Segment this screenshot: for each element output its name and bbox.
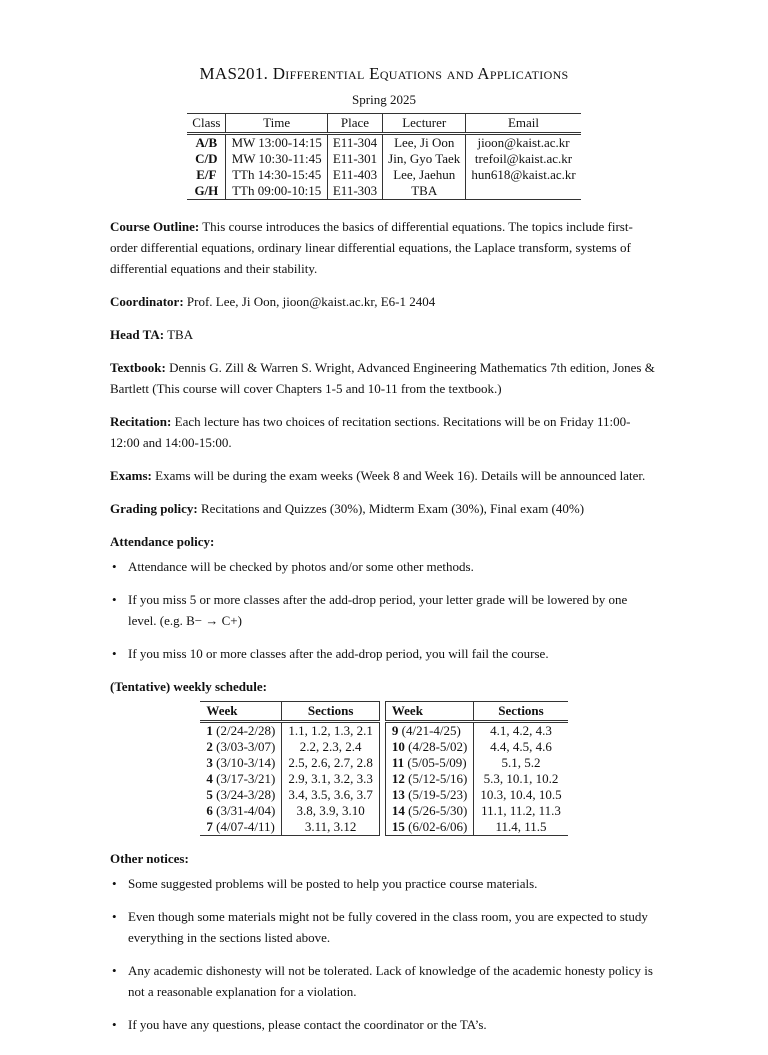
list-item: • If you miss 5 or more classes after the add-drop period, your letter grade will be lowered by one level. (e.g. B− → C+) (128, 589, 658, 631)
week-number: 15 (391, 819, 405, 834)
week-cell (200, 755, 281, 771)
label: (Tentative) weekly schedule: (110, 679, 267, 694)
exams (110, 465, 658, 486)
list-item: • If you miss 10 or more classes after the add-drop period, you will fail the course. (128, 643, 658, 664)
coordinator-text: Prof. Lee, Ji Oon, jioon@kaist.ac.kr, E6-1 2404 (186, 294, 436, 309)
label: Head TA: (110, 327, 165, 342)
week-dates: (5/05-5/09) (407, 755, 467, 770)
textbook-text: Dennis G. Zill & Warren S. Wright, Advanced Engineering Mathematics 7th edition, Jones & Bartlett (This course will cover Chapters 1-5 and 10-11 from the textbook.) (110, 360, 655, 396)
table-cell: G/H (187, 183, 226, 200)
recitation (110, 411, 658, 453)
head-ta (110, 324, 658, 345)
week-dates: (3/17-3/21) (216, 771, 276, 786)
grading-text: Recitations and Quizzes (30%), Midterm Exam (30%), Final exam (40%) (201, 501, 585, 516)
table-cell: MW 10:30-11:45 (226, 151, 327, 167)
label: Course Outline: (110, 219, 200, 234)
table-row (385, 771, 567, 787)
table-row (187, 183, 580, 200)
table-cell: TTh 09:00-10:15 (226, 183, 327, 200)
label: Coordinator: (110, 294, 184, 309)
grading-policy (110, 498, 658, 519)
week-cell (200, 739, 281, 755)
table-cell: E11-303 (327, 183, 382, 200)
list-item: • If you have any questions, please contact the coordinator or the TA’s. (128, 1014, 658, 1035)
sections-cell: 2.9, 3.1, 3.2, 3.3 (282, 771, 380, 787)
week-dates: (3/31-4/04) (216, 803, 276, 818)
schedule-tables (110, 701, 658, 836)
week-dates: (5/19-5/23) (408, 787, 468, 802)
course-title: MAS201. Differential Equations and Applications (199, 64, 569, 83)
label: Textbook: (110, 360, 166, 375)
column-header: Place (327, 114, 382, 134)
schedule-table-right (385, 701, 568, 836)
notices-list (110, 873, 658, 1035)
table-cell: E11-304 (327, 134, 382, 152)
sections-cell: 3.4, 3.5, 3.6, 3.7 (282, 787, 380, 803)
schedule-table-left (200, 701, 379, 836)
table-cell: Jin, Gyo Taek (383, 151, 466, 167)
table-row (200, 803, 379, 819)
week-dates: (4/28-5/02) (408, 739, 468, 754)
table-row (187, 167, 580, 183)
column-header: Lecturer (383, 114, 466, 134)
table-cell: hun618@kaist.ac.kr (471, 167, 576, 182)
table-cell: C/D (187, 151, 226, 167)
week-cell (200, 722, 281, 740)
sections-cell: 1.1, 1.2, 1.3, 2.1 (282, 722, 380, 740)
sections-cell: 5.3, 10.1, 10.2 (483, 771, 559, 786)
notices-heading (110, 848, 658, 869)
table-cell: E11-403 (327, 167, 382, 183)
header-row (187, 114, 580, 134)
label: Other notices: (110, 851, 189, 866)
week-cell (385, 722, 473, 740)
week-dates: (4/07-4/11) (216, 819, 275, 834)
week-number: 10 (391, 739, 405, 754)
week-cell (200, 803, 281, 819)
table-cell (466, 183, 581, 200)
table-cell: Lee, Ji Oon (383, 134, 466, 152)
sections-cell: 3.11, 3.12 (282, 819, 380, 836)
header-row (200, 702, 379, 722)
week-number: 9 (391, 723, 399, 738)
list-item: • Even though some materials might not be fully covered in the class room, you are expected to study everything in the sections listed above. (128, 906, 658, 948)
table-cell: Lee, Jaehun (383, 167, 466, 183)
week-dates: (6/02-6/06) (408, 819, 468, 834)
sections-cell: 2.2, 2.3, 2.4 (282, 739, 380, 755)
week-number: 1 (206, 723, 213, 738)
head-ta-text: TBA (167, 327, 194, 342)
week-number: 13 (391, 787, 405, 802)
column-header: Email (466, 114, 581, 134)
sections-cell: 4.4, 4.5, 4.6 (490, 739, 552, 754)
table-row (385, 722, 567, 740)
sections-cell: 4.1, 4.2, 4.3 (490, 723, 552, 738)
week-cell (385, 819, 473, 836)
week-cell (385, 739, 473, 755)
table-cell: E11-301 (327, 151, 382, 167)
table-row (200, 819, 379, 836)
table-row (385, 803, 567, 819)
column-header: Week (385, 702, 473, 722)
sections-cell: 5.1, 5.2 (501, 755, 541, 770)
table-row (187, 151, 580, 167)
sections-cell: 11.1, 11.2, 11.3 (481, 803, 561, 818)
table-row (187, 134, 580, 152)
week-dates: (5/26-5/30) (408, 803, 468, 818)
list-item: • Any academic dishonesty will not be tolerated. Lack of knowledge of the academic honesty policy is not a reasonable explanation for a violation. (128, 960, 658, 1002)
list-item: • Some suggested problems will be posted to help you practice course materials. (128, 873, 658, 894)
schedule-heading (110, 676, 658, 697)
table-cell: MW 13:00-14:15 (226, 134, 327, 152)
table-row (200, 739, 379, 755)
column-header: Time (226, 114, 327, 134)
week-cell (200, 771, 281, 787)
header-row (385, 702, 567, 722)
sections-cell: 11.4, 11.5 (474, 819, 568, 836)
week-number: 12 (391, 771, 405, 786)
label: Exams: (110, 468, 152, 483)
term: Spring 2025 (352, 92, 416, 107)
sections-cell: 10.3, 10.4, 10.5 (480, 787, 562, 802)
week-cell (385, 755, 473, 771)
textbook (110, 357, 658, 399)
week-dates: (3/03-3/07) (216, 739, 276, 754)
column-header: Sections (474, 702, 568, 722)
week-dates: (4/21-4/25) (401, 723, 461, 738)
label: Recitation: (110, 414, 172, 429)
table-cell: A/B (187, 134, 226, 152)
table-row (385, 787, 567, 803)
week-dates: (5/12-5/16) (408, 771, 468, 786)
week-number: 11 (391, 755, 405, 770)
table-row (200, 722, 379, 740)
table-cell: TBA (383, 183, 466, 200)
column-header: Week (200, 702, 281, 722)
table-cell: jioon@kaist.ac.kr (477, 135, 570, 150)
week-number: 2 (206, 739, 213, 754)
table-row (385, 819, 567, 836)
attendance-heading (110, 531, 658, 552)
table-body (187, 134, 580, 200)
label: Grading policy: (110, 501, 198, 516)
outline-text: This course introduces the basics of differential equations. The topics include first-order differential equations, ordinary linear differential equations, the Laplace transform, systems of differential equations and their stability. (110, 219, 633, 276)
table-row (200, 787, 379, 803)
week-cell (385, 803, 473, 819)
week-dates: (3/10-3/14) (216, 755, 276, 770)
week-number: 14 (391, 803, 405, 818)
table-row (200, 771, 379, 787)
table-cell: TTh 14:30-15:45 (226, 167, 327, 183)
course-outline (110, 216, 658, 279)
recitation-text: Each lecture has two choices of recitation sections. Recitations will be on Friday 11:00-12:00 and 14:00-15:00. (110, 414, 631, 450)
week-cell (385, 787, 473, 803)
week-cell (200, 819, 281, 836)
sections-cell: 3.8, 3.9, 3.10 (282, 803, 380, 819)
table-row (200, 755, 379, 771)
week-number: 4 (206, 771, 213, 786)
week-dates: (2/24-2/28) (216, 723, 276, 738)
week-dates: (3/24-3/28) (216, 787, 276, 802)
table-row (385, 739, 567, 755)
label: Attendance policy: (110, 534, 215, 549)
week-number: 5 (206, 787, 213, 802)
attendance-list (110, 556, 658, 664)
table-row (385, 755, 567, 771)
column-header: Class (187, 114, 226, 134)
week-number: 6 (206, 803, 213, 818)
list-item: • Attendance will be checked by photos and/or some other methods. (128, 556, 658, 577)
sections-cell: 2.5, 2.6, 2.7, 2.8 (282, 755, 380, 771)
week-cell (385, 771, 473, 787)
class-table (187, 113, 580, 200)
column-header: Sections (282, 702, 380, 722)
week-number: 3 (206, 755, 213, 770)
exams-text: Exams will be during the exam weeks (Week 8 and Week 16). Details will be announced later. (155, 468, 646, 483)
week-number: 7 (206, 819, 213, 834)
table-cell: trefoil@kaist.ac.kr (474, 151, 573, 166)
coordinator (110, 291, 658, 312)
table-cell: E/F (187, 167, 226, 183)
week-cell (200, 787, 281, 803)
